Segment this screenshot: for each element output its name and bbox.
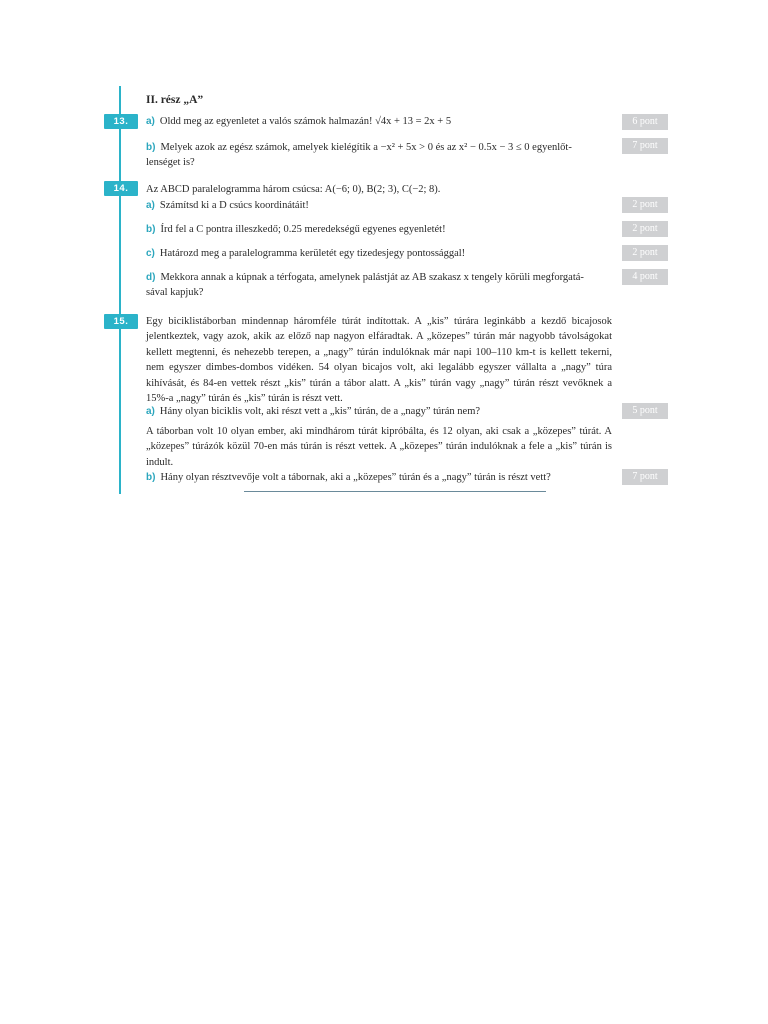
item-text: Hány olyan résztvevője volt a tábornak, aki a „közepes” túrán és a „nagy” túrán is részt vett? <box>160 472 551 483</box>
problem-number-14: 14. <box>104 181 138 196</box>
points-badge-15a: 5 pont <box>622 403 668 419</box>
problem-number-15: 15. <box>104 314 138 329</box>
problem-14c <box>146 246 612 261</box>
item-label: c) <box>146 248 155 259</box>
problem-14-intro: Az ABCD paralelogramma három csúcsa: A(−6; 0), B(2; 3), C(−2; 8). <box>146 184 441 195</box>
problem-15-middle: A táborban volt 10 olyan ember, aki mindhárom túrát kipróbálta, és 12 olyan, aki csak a „közepes” túrát. A „közepes” túrázók közül 70-en más túrán is részt vettek. A „közepes” túrán indulóknak a fele a „kis” túrán is indult. <box>146 426 612 468</box>
problem-13b-cont: lenséget is? <box>146 157 195 168</box>
footer-rule <box>244 491 546 492</box>
points-badge-14c: 2 pont <box>622 245 668 261</box>
problem-number-13: 13. <box>104 114 138 129</box>
item-label: b) <box>146 142 156 153</box>
points-badge-14a: 2 pont <box>622 197 668 213</box>
section-title: II. rész „A” <box>146 94 204 106</box>
left-accent-rail <box>119 86 121 494</box>
item-label: a) <box>146 116 155 127</box>
points-badge-13b: 7 pont <box>622 138 668 154</box>
problem-15-intro: Egy biciklistáborban mindennap háromféle túrát indítottak. A „kis” túrára leginkább a kezdő bicajosok jelentkeztek, vagy azok, akik az előző nap nagyon elfáradtak. A „közepes” túrán már nagyobb távolságokat kellett megtenni, és nehezebb terepen, a „nagy” túrán indulóknak már napi 100–110 km-t is kellett tekerni, nem egyszer dimbes-dombos vidéken. 54 olyan bicajos volt, aki legalább egyszer vállalta a „nagy” túra kihívását, és 84-en vettek részt „kis” túrán a tábor alatt. A „kis” túrán vagy „nagy” túrán részt vevőknek a 15%-a „nagy” túrán és „kis” túrán is részt vett. <box>146 316 612 405</box>
item-label: b) <box>146 224 156 235</box>
item-text: Hány olyan biciklis volt, aki részt vett a „kis” túrán, de a „nagy” túrán nem? <box>159 406 481 417</box>
problem-14a <box>146 198 612 213</box>
points-badge-15b: 7 pont <box>622 469 668 485</box>
problem-14d <box>146 270 612 285</box>
problem-13a <box>146 114 612 129</box>
item-label: a) <box>146 406 155 417</box>
points-badge-13a: 6 pont <box>622 114 668 130</box>
problem-14b <box>146 222 612 237</box>
item-text: Számítsd ki a D csúcs koordinátáit! <box>159 200 309 211</box>
item-label: d) <box>146 272 156 283</box>
problem-13b <box>146 140 612 155</box>
problem-15a <box>146 404 612 419</box>
points-badge-14b: 2 pont <box>622 221 668 237</box>
item-text: Mekkora annak a kúpnak a térfogata, amelynek palástját az AB szakasz x tengely körüli megforgatá- <box>160 272 584 283</box>
item-text: Írd fel a C pontra illeszkedő; 0.25 meredekségű egyenes egyenletét! <box>160 224 446 235</box>
item-label: a) <box>146 200 155 211</box>
item-label: b) <box>146 472 156 483</box>
points-badge-14d: 4 pont <box>622 269 668 285</box>
item-text: Határozd meg a paralelogramma kerületét egy tizedesjegy pontossággal! <box>159 248 466 259</box>
problem-15b <box>146 470 612 485</box>
item-text: Melyek azok az egész számok, amelyek kielégítik a −x² + 5x > 0 és az x² − 0.5x − 3 ≤ 0 egyenlőt- <box>160 142 572 153</box>
item-text: Oldd meg az egyenletet a valós számok halmazán! √4x + 13 = 2x + 5 <box>159 116 452 127</box>
problem-14d-cont: sával kapjuk? <box>146 287 204 298</box>
